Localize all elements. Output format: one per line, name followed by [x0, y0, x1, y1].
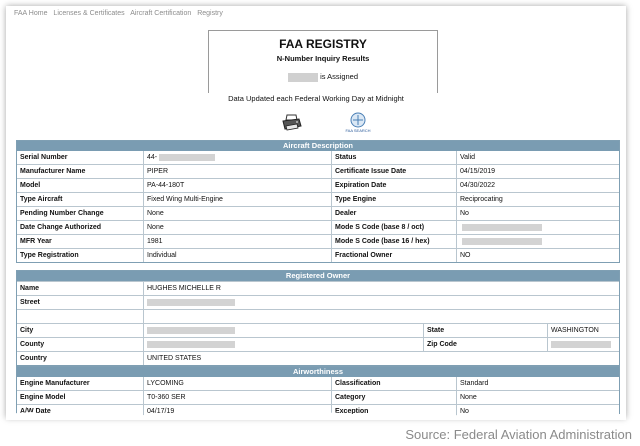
table-row [17, 192, 619, 206]
field-label: Serial Number [20, 154, 68, 161]
field-value: No [456, 405, 619, 418]
table-row [17, 164, 619, 178]
field-value: 04/30/2022 [456, 179, 619, 192]
field-label: Category [331, 391, 456, 404]
field-label: A/W Date [20, 408, 51, 415]
search-icon-label: FAA SEARCH [345, 128, 371, 133]
field-label: Type Engine [331, 193, 456, 206]
field-label: Dealer [331, 207, 456, 220]
field-value: T0-360 SER [143, 391, 331, 404]
airworthiness-section [16, 366, 620, 419]
redacted-value [147, 341, 235, 348]
redacted-n-number [288, 73, 318, 82]
field-label: Mode S Code (base 16 / hex) [331, 235, 456, 248]
field-value: Individual [143, 249, 331, 262]
owner-city [143, 324, 423, 337]
table-row [17, 206, 619, 220]
image-source-credit: Source: Federal Aviation Administration [405, 427, 632, 442]
field-label: State [423, 324, 547, 337]
owner-zip [547, 338, 619, 351]
page-title: FAA REGISTRY [279, 37, 367, 51]
field-label: Engine Manufacturer [20, 380, 90, 387]
table-row [17, 281, 619, 295]
field-value: 04/15/2019 [456, 165, 619, 178]
field-label: Country [20, 355, 47, 362]
field-label: Expiration Date [331, 179, 456, 192]
field-value [456, 235, 619, 248]
field-value: 44- [143, 151, 331, 164]
field-value: LYCOMING [143, 377, 331, 390]
field-label: MFR Year [20, 238, 52, 245]
field-label: Type Registration [20, 252, 79, 259]
field-label: Mode S Code (base 8 / oct) [331, 221, 456, 234]
field-label: Name [20, 285, 40, 292]
field-value: 04/17/19 [143, 405, 331, 418]
table-row [17, 151, 619, 164]
field-label: Classification [331, 377, 456, 390]
field-value: Standard [456, 377, 619, 390]
table-row [17, 178, 619, 192]
owner-name: HUGHES MICHELLE R [143, 282, 619, 295]
printer-icon[interactable] [282, 114, 302, 132]
table-row [17, 323, 619, 337]
section-header: Registered Owner [17, 271, 619, 281]
update-notice: Data Updated each Federal Working Day at Midnight [228, 94, 404, 103]
table-row [17, 309, 619, 323]
field-label: Exception [331, 405, 456, 418]
redacted-value [147, 299, 235, 306]
field-value: PIPER [143, 165, 331, 178]
table-row [17, 337, 619, 351]
assigned-text: is Assigned [320, 72, 359, 81]
field-label: County [20, 341, 45, 348]
field-value: Valid [456, 151, 619, 164]
faa-search-icon[interactable] [345, 112, 371, 134]
field-label: Engine Model [20, 394, 66, 401]
table-row [17, 390, 619, 404]
section-header: Aircraft Description [17, 141, 619, 151]
field-value: Reciprocating [456, 193, 619, 206]
registry-header [208, 30, 438, 93]
owner-county [143, 338, 423, 351]
field-value: NO [456, 249, 619, 262]
assigned-status [209, 72, 437, 82]
redacted-value [551, 341, 611, 348]
table-row [17, 295, 619, 309]
field-label: Manufacturer Name [20, 168, 86, 175]
owner-state: WASHINGTON [547, 324, 619, 337]
redacted-value [462, 224, 542, 231]
field-label: City [20, 327, 34, 334]
table-row [17, 351, 619, 365]
field-label: Model [20, 182, 41, 189]
field-label: Pending Number Change [20, 210, 104, 217]
field-value: No [456, 207, 619, 220]
page-subtitle: N-Number Inquiry Results [276, 54, 370, 63]
field-value: None [143, 207, 331, 220]
table-row [17, 248, 619, 262]
section-header: Airworthiness [17, 367, 619, 377]
owner-country: UNITED STATES [143, 352, 619, 365]
breadcrumb [14, 10, 566, 22]
registry-page [6, 6, 626, 418]
breadcrumb-item[interactable]: Licenses & Certificates [53, 10, 125, 17]
field-label: Date Change Authorized [20, 224, 102, 231]
table-row [17, 377, 619, 390]
field-value: PA-44-180T [143, 179, 331, 192]
field-label: Status [331, 151, 456, 164]
redacted-value [147, 327, 235, 334]
field-label: Fractional Owner [331, 249, 456, 262]
aircraft-description-section [16, 140, 620, 263]
blank-cell [17, 310, 143, 323]
registered-owner-section [16, 270, 620, 366]
redacted-value [462, 238, 542, 245]
field-value: 1981 [143, 235, 331, 248]
field-value [456, 221, 619, 234]
breadcrumb-item[interactable]: Registry [197, 10, 223, 17]
field-label: Certificate Issue Date [331, 165, 456, 178]
field-value: Fixed Wing Multi-Engine [143, 193, 331, 206]
redacted-value [159, 154, 215, 161]
owner-street [143, 296, 619, 309]
field-label: Type Aircraft [20, 196, 63, 203]
field-value: None [456, 391, 619, 404]
breadcrumb-item[interactable]: Aircraft Certification [130, 10, 192, 17]
owner-street-2 [143, 310, 619, 323]
table-row [17, 220, 619, 234]
breadcrumb-item[interactable]: FAA Home [14, 10, 48, 17]
field-label: Zip Code [423, 338, 547, 351]
table-row [17, 234, 619, 248]
toolbar-icons [282, 112, 372, 136]
field-value: None [143, 221, 331, 234]
field-label: Street [20, 299, 40, 306]
